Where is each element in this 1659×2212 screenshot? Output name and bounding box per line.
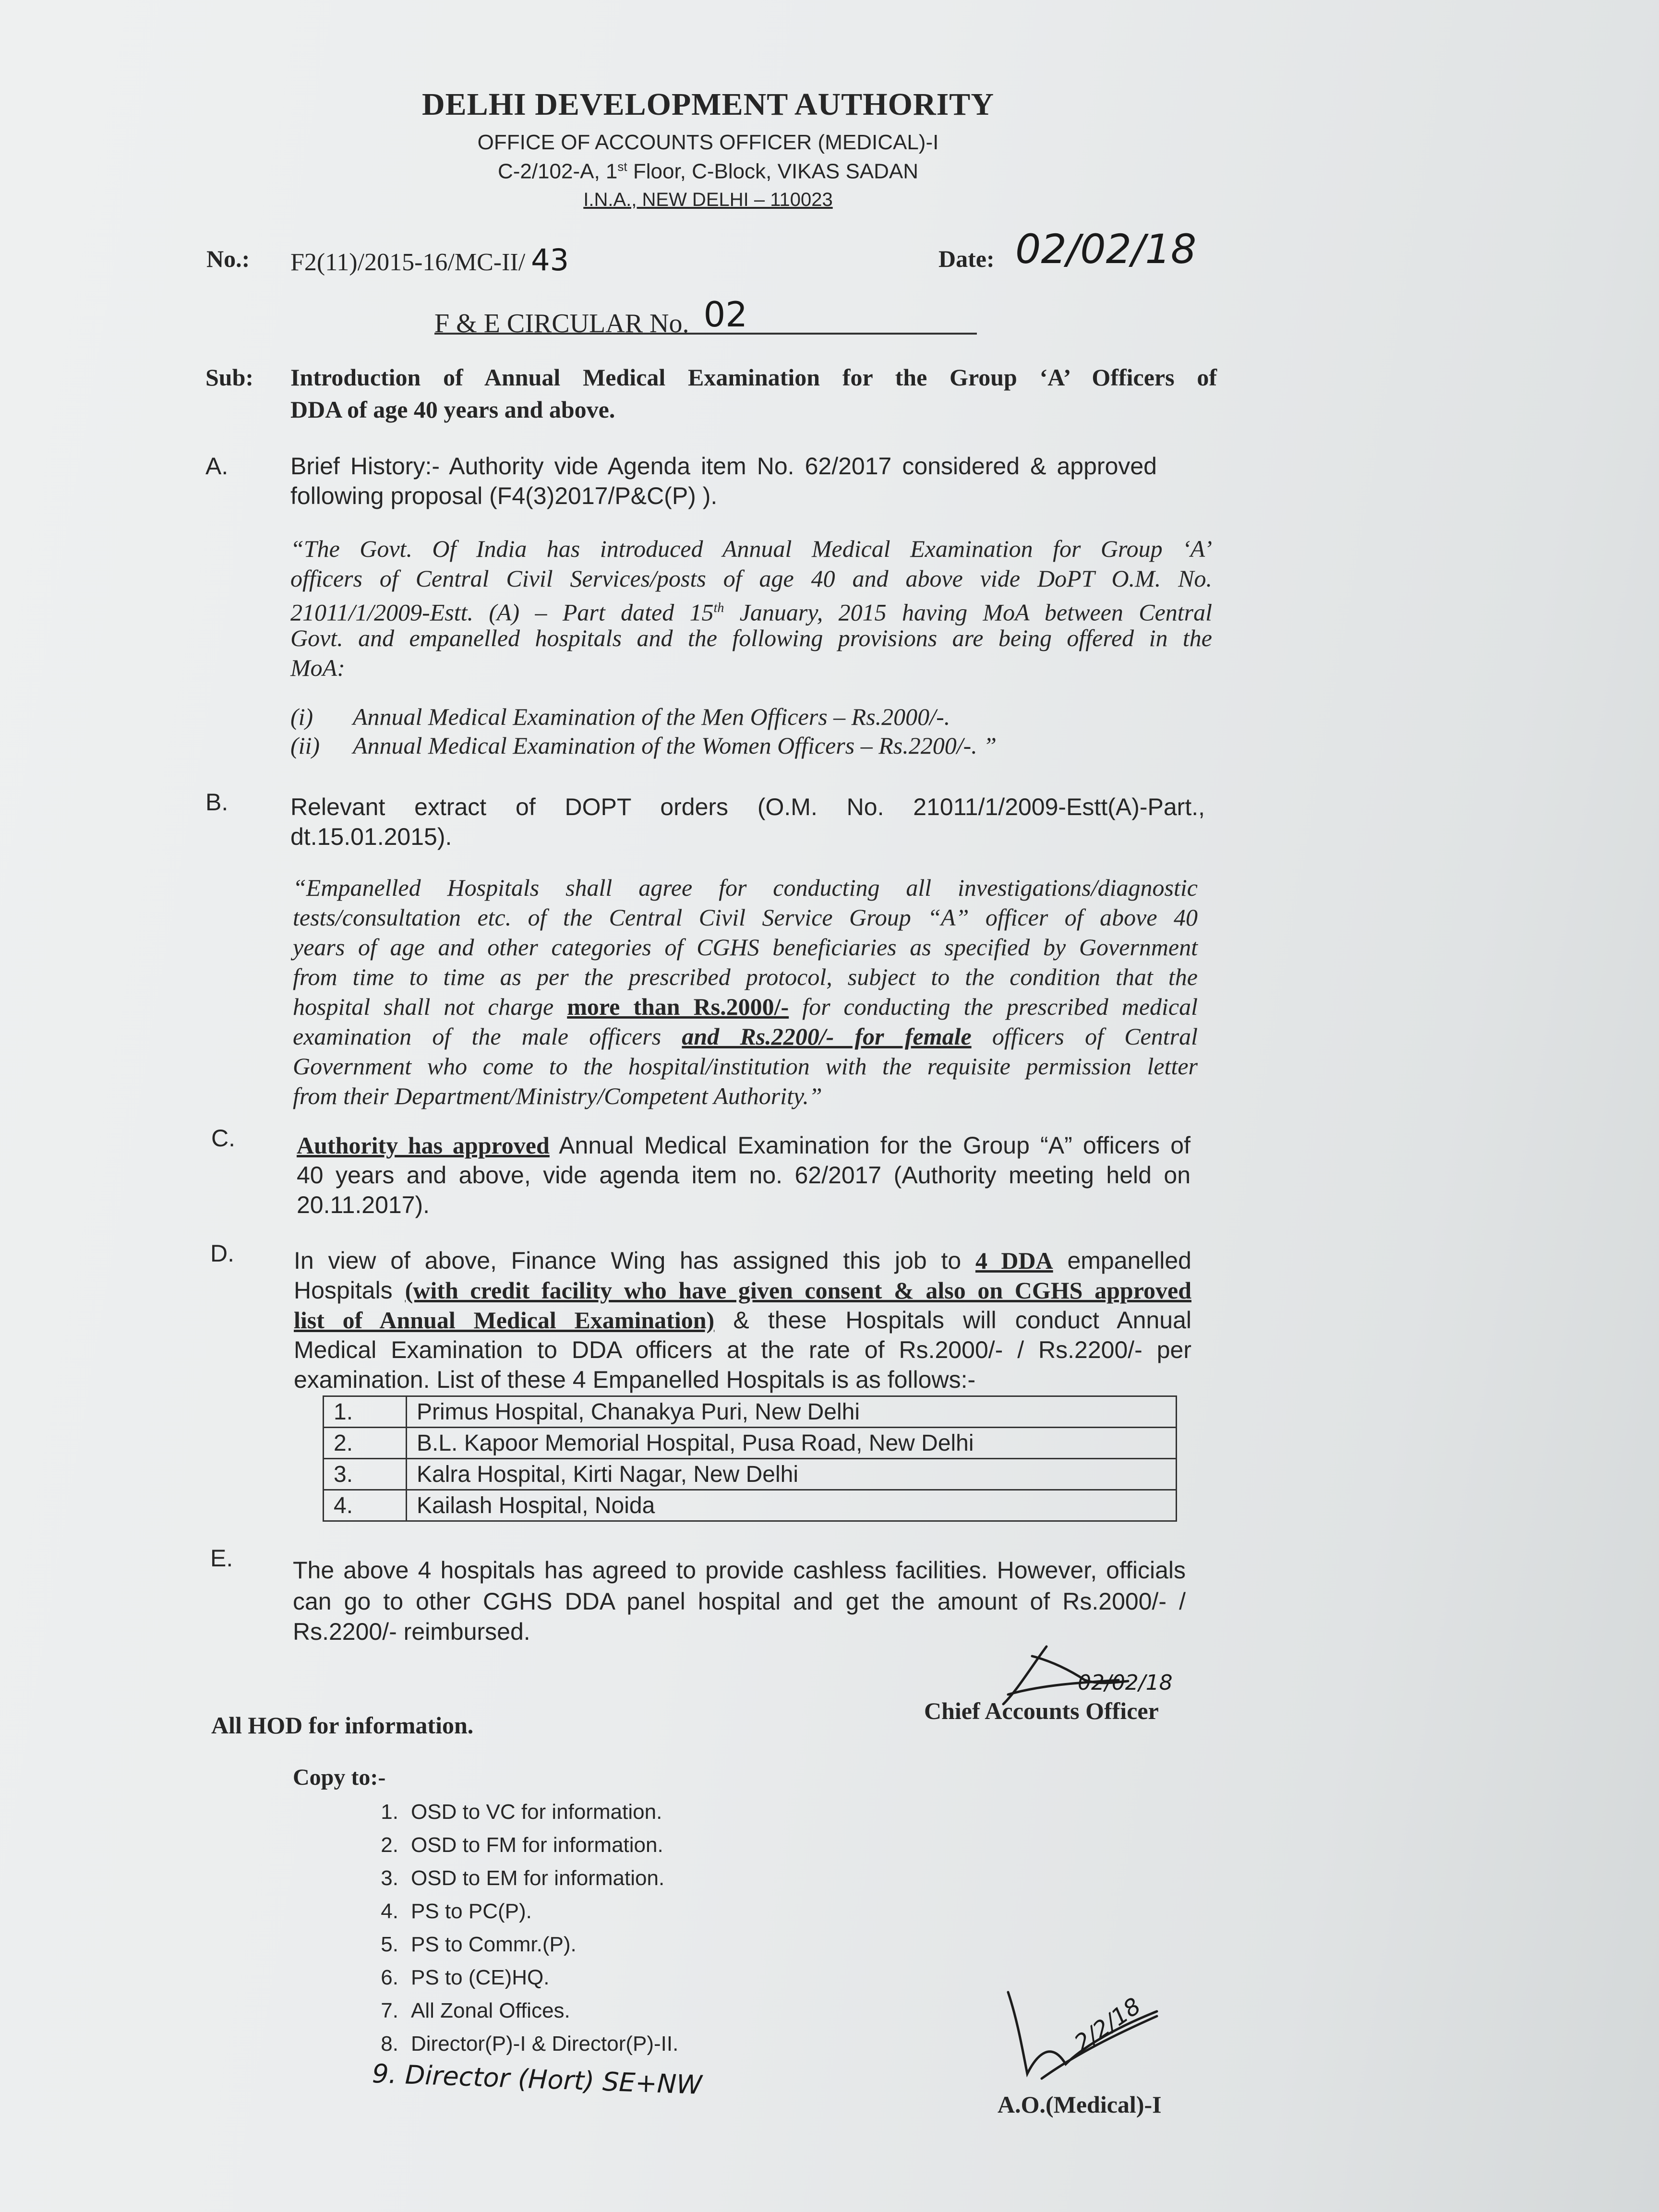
copy-to-list <box>346 1800 678 2065</box>
list-item: 1. OSD to VC for information. <box>381 1800 662 1824</box>
hospital-num: 3. <box>324 1459 407 1490</box>
signature-1-date: 02/02/18 <box>1078 1671 1173 1695</box>
section-c-letter: C. <box>211 1125 235 1152</box>
list-item: 5. PS to Commr.(P). <box>381 1933 577 1956</box>
office-address: C-2/102-A, 1st Floor, C-Block, VIKAS SADAN <box>497 159 919 183</box>
table-row <box>324 1396 1177 1428</box>
section-a-quote-3: 21011/1/2009-Estt. (A) – Part dated 15th January, 2015 having MoA between Central <box>290 599 1213 626</box>
section-b-quote-4: from time to time as per the prescribed protocol, subject to the condition that the <box>293 963 1198 990</box>
section-b-quote-7: Government who come to the hospital/institution with the requisite permission letter <box>293 1053 1198 1080</box>
list-item: 3. OSD to EM for information. <box>381 1866 665 1890</box>
emphasis-credit-facility: (with credit facility who have given consent & also on CGHS approved <box>405 1277 1192 1304</box>
section-a-quote-4: Govt. and empanelled hospitals and the following provisions are being offered in the <box>290 625 1212 651</box>
subject-line-2: DDA of age 40 years and above. <box>290 396 615 423</box>
section-e-line-1: The above 4 hospitals has agreed to provide cashless facilities. However, officials <box>293 1557 1186 1584</box>
section-b-letter: B. <box>205 789 228 816</box>
section-b-quote-6: examination of the male officers and Rs.2200/- for female officers of Central <box>293 1023 1198 1050</box>
ref-no-value: F2(11)/2015-16/MC-II/ 43 <box>290 242 569 277</box>
section-b-line-1: Relevant extract of DOPT orders (O.M. No. 21011/1/2009-Estt(A)-Part., <box>290 793 1205 820</box>
office-name: OFFICE OF ACCOUNTS OFFICER (MEDICAL)-I <box>477 131 939 154</box>
section-d-line-3: list of Annual Medical Examination) & these Hospitals will conduct Annual <box>294 1307 1191 1334</box>
section-b-quote-5: hospital shall not charge more than Rs.2000/- for conducting the prescribed medical <box>293 993 1198 1020</box>
ref-no-label: No.: <box>206 245 250 272</box>
hospital-num: 2. <box>324 1428 407 1459</box>
section-c-line-1: Authority has approved Annual Medical Examination for the Group “A” officers of <box>297 1132 1190 1159</box>
subject-label: Sub: <box>205 364 254 391</box>
hospital-num: 4. <box>324 1490 407 1521</box>
circular-number-handwritten: 02 <box>703 294 748 335</box>
section-b-quote-2: tests/consultation etc. of the Central Civil Service Group “A” officer of above 40 <box>293 904 1198 931</box>
emphasis-4-dda: 4 DDA <box>975 1247 1053 1274</box>
ao-medical-title: A.O.(Medical)-I <box>998 2091 1162 2118</box>
section-d-line-4: Medical Examination to DDA officers at the rate of Rs.2000/- / Rs.2200/- per <box>294 1336 1191 1363</box>
section-a-line-2: following proposal (F4(3)2017/P&C(P) ). <box>290 482 718 509</box>
org-name: DELHI DEVELOPMENT AUTHORITY <box>422 87 994 122</box>
subject-line-1: Introduction of Annual Medical Examination for the Group ‘A’ Officers of <box>290 364 1217 391</box>
section-d-line-2: Hospitals (with credit facility who have given consent & also on CGHS approved <box>294 1277 1192 1304</box>
section-c-line-2: 40 years and above, vide agenda item no. 62/2017 (Authority meeting held on <box>297 1162 1190 1189</box>
list-item: 7. All Zonal Offices. <box>381 1999 570 2022</box>
hod-line: All HOD for information. <box>211 1712 474 1739</box>
section-a-item-1-text: Annual Medical Examination of the Men Officers – Rs.2000/-. <box>353 703 950 730</box>
section-b-quote-3: years of age and other categories of CGHS beneficiaries as specified by Government <box>293 934 1198 961</box>
hospital-name: B.L. Kapoor Memorial Hospital, Pusa Road, New Delhi <box>407 1428 1177 1459</box>
section-e-letter: E. <box>210 1545 233 1572</box>
section-d-line-1: In view of above, Finance Wing has assigned this job to 4 DDA empanelled <box>294 1247 1191 1274</box>
section-b-line-2: dt.15.01.2015). <box>290 823 452 850</box>
emphasis-authority-approved: Authority has approved <box>297 1132 550 1159</box>
section-d-letter: D. <box>210 1240 234 1267</box>
date-handwritten: 02/02/18 <box>1015 226 1197 273</box>
list-item: 6. PS to (CE)HQ. <box>381 1966 550 1989</box>
section-a-quote-5: MoA: <box>290 654 345 681</box>
section-a-line-1: Brief History:- Authority vide Agenda item No. 62/2017 considered & approved <box>290 453 1157 480</box>
hospital-table <box>323 1395 1177 1522</box>
list-item: 4. PS to PC(P). <box>381 1899 532 1923</box>
table-row <box>324 1459 1177 1490</box>
hospital-name: Primus Hospital, Chanakya Puri, New Delhi <box>407 1396 1177 1428</box>
list-item: 2. OSD to FM for information. <box>381 1833 663 1857</box>
section-d-line-5: examination. List of these 4 Empanelled Hospitals is as follows:- <box>294 1366 976 1393</box>
section-a-item-2-num: (ii) <box>290 732 320 759</box>
section-a-letter: A. <box>205 453 228 480</box>
ref-no-handwritten: 43 <box>531 242 569 277</box>
hospital-name: Kalra Hospital, Kirti Nagar, New Delhi <box>407 1459 1177 1490</box>
section-c-line-3: 20.11.2017). <box>297 1191 430 1218</box>
section-b-quote-8: from their Department/Ministry/Competent Authority.” <box>293 1082 822 1109</box>
chief-accounts-officer: Chief Accounts Officer <box>924 1697 1159 1724</box>
emphasis-men-rate: more than Rs.2000/- <box>567 993 789 1020</box>
signature-2-date: 2/2/18 <box>1069 1992 1146 2057</box>
emphasis-women-rate: and Rs.2200/- for female <box>682 1023 972 1050</box>
section-e-line-2: can go to other CGHS DDA panel hospital and get the amount of Rs.2000/- / <box>293 1588 1186 1615</box>
section-a-quote-1: “The Govt. Of India has introduced Annual Medical Examination for Group ‘A’ <box>290 535 1212 562</box>
table-row <box>324 1490 1177 1521</box>
list-item: 8. Director(P)-I & Director(P)-II. <box>381 2032 679 2056</box>
hospital-name: Kailash Hospital, Noida <box>407 1490 1177 1521</box>
office-city: I.N.A., NEW DELHI – 110023 <box>583 189 833 210</box>
circular-title: F & E CIRCULAR No. 02 <box>434 300 977 335</box>
section-b-quote-1: “Empanelled Hospitals shall agree for conducting all investigations/diagnostic <box>293 874 1198 901</box>
emphasis-ame-list: list of Annual Medical Examination) <box>294 1307 715 1334</box>
section-a-item-1-num: (i) <box>290 703 313 730</box>
date-label: Date: <box>938 245 995 272</box>
section-a-quote-2: officers of Central Civil Services/posts of age 40 and above vide DoPT O.M. No. <box>290 565 1212 592</box>
hospital-num: 1. <box>324 1396 407 1428</box>
section-a-item-2-text: Annual Medical Examination of the Women Officers – Rs.2200/-. ” <box>353 732 997 759</box>
copy-to-label: Copy to:- <box>293 1765 386 1790</box>
section-e-line-3: Rs.2200/- reimbursed. <box>293 1618 530 1645</box>
copy-to-handwritten-item: 9. Director (Hort) SE+NW <box>372 2058 703 2100</box>
table-row <box>324 1428 1177 1459</box>
